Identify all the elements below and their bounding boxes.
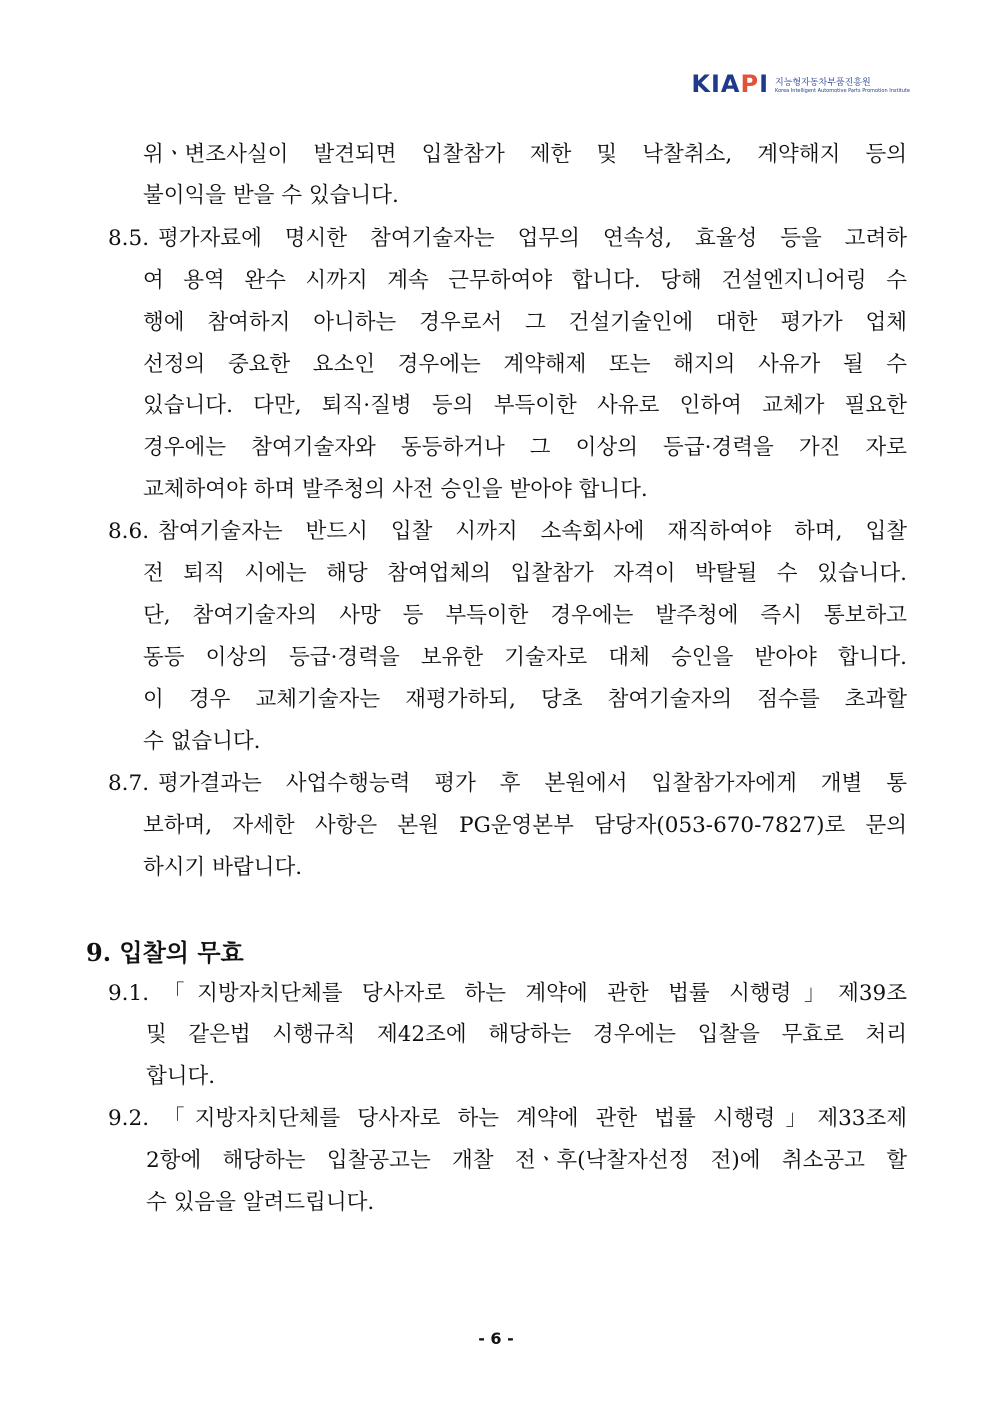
item-8-6-line-5: 이 경우 교체기술자는 재평가하되, 당초 참여기술자의 점수를 초과할 (143, 687, 907, 712)
item-8-6-number: 8.6. (108, 519, 150, 544)
item-8-5-line-5: 있습니다. 다만, 퇴직·질병 등의 부득이한 사유로 인하여 교체가 필요한 (143, 393, 907, 418)
org-name-kr: 지능형자동차부품진흥원 (775, 77, 871, 88)
institute-logo (691, 70, 910, 98)
item-9-1-line-3: 합니다. (146, 1064, 216, 1089)
section-9-heading: 9. 입찰의 무효 (86, 938, 244, 967)
item-8-5-line-1: 평가자료에 명시한 참여기술자는 업무의 연속성, 효율성 등을 고려하 (158, 226, 907, 251)
item-8-6-line-1: 참여기술자는 반드시 입찰 시까지 소속회사에 재직하여야 하며, 입찰 (158, 519, 907, 544)
item-8-5-line-4: 선정의 중요한 요소인 경우에는 계약해제 또는 해지의 사유가 될 수 (143, 352, 907, 377)
item-9-2-number: 9.2. (108, 1106, 150, 1131)
item-8-6-line-6: 수 없습니다. (143, 729, 261, 754)
page-number: - 6 - (478, 1329, 514, 1348)
item-8-6-line-4: 동등 이상의 등급·경력을 보유한 기술자로 대체 승인을 받아야 합니다. (143, 645, 907, 670)
item-8-7-line-3: 하시기 바랍니다. (143, 855, 303, 880)
item-8-7-line-1: 평가결과는 사업수행능력 평가 후 본원에서 입찰참가자에게 개별 통 (158, 771, 907, 796)
item-8-5-line-3: 행에 참여하지 아니하는 경우로서 그 건설기술인에 대한 평가가 업체 (143, 310, 907, 335)
logo-mark: KIAPI (691, 70, 770, 98)
item-9-1-line-1: 「지방자치단체를 당사자로 하는 계약에 관한 법률 시행령」제39조 (163, 981, 907, 1006)
item-8-6-line-2: 전 퇴직 시에는 해당 참여업체의 입찰참가 자격이 박탈될 수 있습니다. (143, 561, 907, 586)
item-9-2-line-1: 「지방자치단체를 당사자로 하는 계약에 관한 법률 시행령」제33조제 (163, 1106, 907, 1131)
org-name-en: Korea Intelligent Automotive Parts Promotion Institute (775, 87, 910, 94)
item-9-1-line-2: 및 같은법 시행규칙 제42조에 해당하는 경우에는 입찰을 무효로 처리 (146, 1022, 907, 1047)
item-9-1-number: 9.1. (108, 981, 150, 1006)
item-9-2-line-2: 2항에 해당하는 입찰공고는 개찰 전ㆍ후(낙찰자선정 전)에 취소공고 할 (146, 1148, 907, 1173)
intro-line-1: 위ㆍ변조사실이 발견되면 입찰참가 제한 및 낙찰취소, 계약해지 등의 (143, 142, 907, 167)
item-8-5-line-6: 경우에는 참여기술자와 동등하거나 그 이상의 등급·경력을 가진 자로 (143, 435, 907, 460)
item-8-7-line-2: 보하며, 자세한 사항은 본원 PG운영본부 담당자(053-670-7827)로 문의 (143, 813, 907, 838)
item-9-2-line-3: 수 있음을 알려드립니다. (146, 1190, 375, 1215)
item-8-6-line-3: 단, 참여기술자의 사망 등 부득이한 경우에는 발주청에 즉시 통보하고 (143, 603, 907, 628)
intro-line-2: 불이익을 받을 수 있습니다. (143, 183, 399, 208)
logo-text (775, 75, 910, 94)
item-8-5-number: 8.5. (108, 226, 150, 251)
item-8-5-line-7: 교체하여야 하며 발주청의 사전 승인을 받아야 합니다. (143, 477, 648, 502)
item-8-7-number: 8.7. (108, 771, 150, 796)
item-8-5-line-2: 여 용역 완수 시까지 계속 근무하여야 합니다. 당해 건설엔지니어링 수 (143, 268, 907, 293)
